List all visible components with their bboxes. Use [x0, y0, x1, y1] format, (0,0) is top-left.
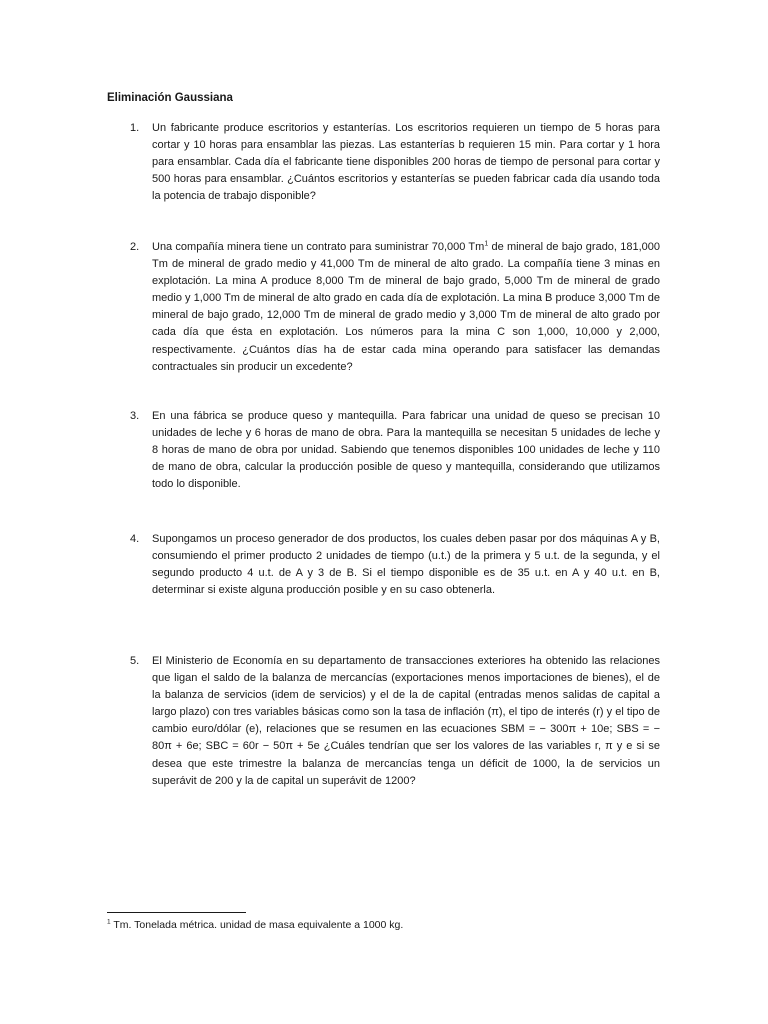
problem-item — [130, 653, 660, 790]
problem-text: Un fabricante produce escritorios y estanterías. Los escritorios requieren un tiempo de 5 horas para cortar y 10 horas para ensamblar las piezas. Las estanterías b requieren 15 min. Para cortar y 1 hora para ensamblar. Cada día el fabricante tiene disponibles 200 horas de tiempo de personal para cortar y 500 horas para ensamblar. ¿Cuántos escritorios y estanterías se pueden fabricar cada día usando toda la potencia de trabajo disponible? — [152, 122, 660, 203]
problem-text-part: Una compañía minera tiene un contrato para suministrar 70,000 Tm — [152, 241, 485, 253]
footnote-text: Tm. Tonelada métrica. unidad de masa equivalente a 1000 kg. — [110, 919, 404, 931]
problem-item — [130, 531, 660, 599]
footnote-divider — [107, 912, 246, 913]
problem-text: Supongamos un proceso generador de dos productos, los cuales deben pasar por dos máquinas A y B, consumiendo el primer producto 2 unidades de tiempo (u.t.) de la primera y 5 u.t. de la segunda, y el segundo producto 4 u.t. de A y 3 de B. Si el tiempo disponible es de 35 u.t. en A y 40 u.t. en B, determinar si existe alguna producción posible y en su caso obtenerla. — [152, 533, 660, 597]
problem-text: En una fábrica se produce queso y mantequilla. Para fabricar una unidad de queso se precisan 10 unidades de leche y 6 horas de mano de obra. Para la mantequilla se necesitan 5 unidades de leche y 8 horas de mano de obra por unidad. Sabiendo que tenemos disponibles 100 unidades de leche y 110 de mano de obra, calcular la producción posible de queso y mantequilla, considerando que utilizamos todo lo disponible. — [152, 410, 660, 491]
document-title: Eliminación Gaussiana — [107, 92, 233, 104]
problem-number: 3. — [130, 410, 140, 422]
problem-item — [130, 120, 660, 205]
problem-item — [130, 239, 660, 376]
problem-number: 2. — [130, 241, 140, 253]
footnote-marker: 1 — [107, 918, 111, 926]
problem-text: El Ministerio de Economía en su departamento de transacciones exteriores ha obtenido las relaciones que ligan el saldo de la balanza de mercancías (exportaciones menos importaciones de bienes), el de la balanza de servicios (idem de servicios) y el de la de capital (entradas menos salidas de capital a largo plazo) con tres variables básicas como son la tasa de inflación (π), el tipo de interés (r) y el tipo de cambio euro/dólar (e), relaciones que se resumen en las ecuaciones SBM = − 300π + 10e; SBS = − 80π + 6e; SBC = 60r − 50π + 5e ¿Cuáles tendrían que ser los valores de las variables r, π y e si se desea que este trimestre la balanza de mercancías tenga un déficit de 1000, la de servicios un superávit de 200 y la de capital un superávit de 1200? — [152, 655, 660, 787]
problem-number: 1. — [130, 122, 140, 134]
problem-text — [152, 239, 660, 376]
footnote — [107, 918, 403, 932]
footnote-reference: 1 — [484, 240, 489, 248]
problem-number: 4. — [130, 533, 140, 545]
problem-number: 5. — [130, 655, 140, 667]
problem-text-part: de mineral de bajo grado, 181,000 Tm de mineral de grado medio y 41,000 Tm de mineral de alto grado. La compañía tiene 3 minas en explotación. La mina A produce 8,000 Tm de mineral de bajo grado, 5,000 Tm de mineral de grado medio y 1,000 Tm de mineral de alto grado en cada día de explotación. La mina B produce 3,000 Tm de mineral de bajo grado, 12,000 Tm de mineral de grado medio y 3,000 Tm de mineral de alto grado por cada día que ésta en explotación. Los números para la mina C son 1,000, 10,000 y 2,000, respectivamente. ¿Cuántos días ha de estar cada mina operando para satisfacer las demandas contractuales sin producir un excedente? — [152, 241, 660, 373]
problem-item — [130, 408, 660, 493]
